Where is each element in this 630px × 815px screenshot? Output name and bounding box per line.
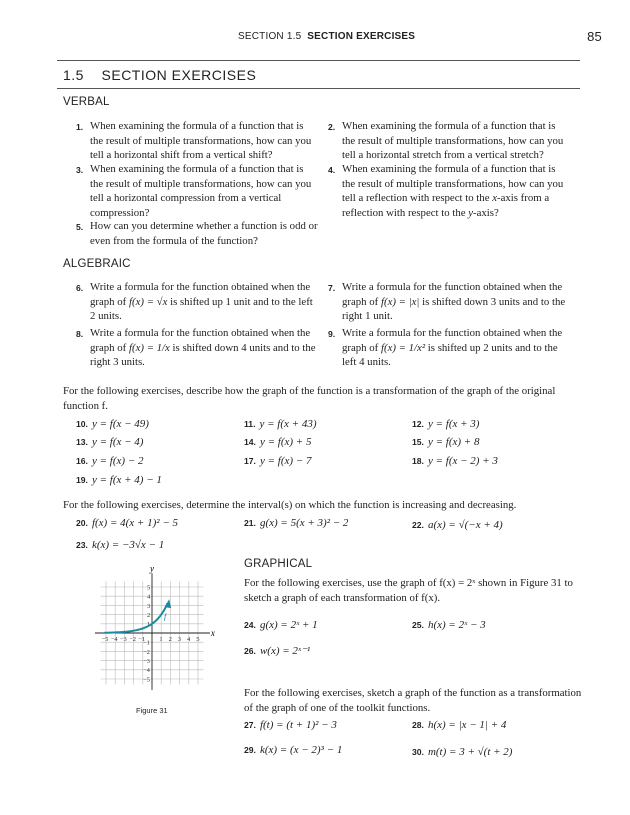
x-tick-label: 5 [196,636,200,643]
graphical-intro-2: For the following exercises, sketch a graph of the function as a transformation of the graph of one of the toolkit functions. [244,687,582,714]
y-tick-label: −3 [143,658,150,665]
y-tick-label: −2 [143,648,150,656]
exercise-11: 11. y = f(x + 43) [244,418,317,430]
exercise-19: 19. y = f(x + 4) − 1 [76,474,162,486]
question-5: 5. How can you determine whether a function is odd or even from the formula of the function? [76,220,318,247]
section-title: 1.5 SECTION EXERCISES [63,67,257,83]
x-tick-label: −1 [138,636,146,643]
question-1: 1. When examining the formula of a function that is the result of multiple transformations, how can you tell a horizontal shift from a vertical shift? [76,120,312,162]
formula: f(x) = √x [128,295,168,308]
question-9: 9. Write a formula for the function obtained when the graph of f(x) = 1/x² is shifted up 2 units and to the left 4 units. [328,327,563,369]
question-6: 6. Write a formula for the function obtained when the graph of f(x) = √x is shifted up 1 unit and to the left 2 units. [76,281,313,323]
exercise-16: 16. y = f(x) − 2 [76,455,144,467]
exercise-23: 23. k(x) = −3√x − 1 [76,539,165,551]
exercise-29: 29. k(x) = (x − 2)³ − 1 [244,744,343,756]
y-tick-label: 4 [147,593,151,601]
formula: f(x) = 1/x [128,341,170,354]
exercise-15: 15. y = f(x) + 8 [412,436,480,448]
exponential-curve [104,603,167,633]
formula: f(x) = 1/x² [380,341,426,354]
y-axis-label: y [150,563,154,574]
y-tick-label: −1 [143,639,150,647]
x-tick-label: 2 [168,636,172,643]
interval-intro: For the following exercises, determine the interval(s) on which the function is increasing and decreasing. [63,499,517,511]
x-tick-label: −5 [101,636,109,643]
x-axis-label: x [210,628,215,638]
y-tick-label: 2 [147,612,151,619]
y-tick-label: −4 [143,667,150,675]
exercise-14: 14. y = f(x) + 5 [244,436,312,448]
header-section: SECTION 1.5 [238,31,302,42]
exercise-17: 17. y = f(x) − 7 [244,455,312,467]
verbal-heading: VERBAL [63,96,110,108]
exercise-24: 24. g(x) = 2ˣ + 1 [244,619,318,631]
x-tick-label: −4 [110,636,118,643]
y-tick-label: 5 [147,584,151,592]
x-tick-label: −3 [119,636,127,643]
x-tick-label: 1 [159,636,163,643]
y-tick-label: 1 [147,621,151,629]
exercise-13: 13. y = f(x − 4) [76,436,144,448]
figure-caption: Figure 31 [136,706,168,715]
title-rule [57,88,580,89]
exercise-25: 25. h(x) = 2ˣ − 3 [412,619,486,631]
question-3: 3. When examining the formula of a function that is the result of multiple transformations, how can you tell a horizontal compression from a vertical compression? [76,163,312,219]
exercise-10: 10. y = f(x − 49) [76,418,149,430]
question-8: 8. Write a formula for the function obtained when the graph of f(x) = 1/x is shifted down 4 units and to the right 3 units. [76,327,316,369]
formula: f(x) = |x| [380,295,420,308]
exercise-18: 18. y = f(x − 2) + 3 [412,455,498,467]
y-tick-label: −5 [143,676,150,684]
curve-label: f [163,612,167,622]
exercise-21: 21. g(x) = 5(x + 3)² − 2 [244,517,349,529]
tick-labels [102,584,200,683]
page-number: 85 [587,29,602,44]
question-7: 7. Write a formula for the function obtained when the graph of f(x) = |x| is shifted down 3 units and to the right 1 unit. [328,281,566,323]
exercise-20: 20. f(x) = 4(x + 1)² − 5 [76,517,178,529]
algebraic-heading: ALGEBRAIC [63,258,131,270]
x-tick-label: 4 [187,636,191,643]
exercise-12: 12. y = f(x + 3) [412,418,480,430]
question-2: 2. When examining the formula of a function that is the result of multiple transformations, how can you tell a horizontal stretch from a vertical stretch? [328,120,564,162]
header-title: SECTION EXERCISES [307,31,416,42]
exercise-28: 28. h(x) = |x − 1| + 4 [412,719,507,731]
x-tick-label: 3 [177,636,182,643]
exercise-27: 27. f(t) = (t + 1)² − 3 [244,719,337,731]
exercise-30: 30. m(t) = 3 + √(t + 2) [412,746,513,758]
figure-31-graph [86,560,228,700]
graphical-heading: GRAPHICAL [244,558,313,570]
y-tick-label: 3 [147,602,151,610]
question-4: 4. When examining the formula of a function that is the result of multiple transformations, how can you tell a reflection with respect to the x-axis from a reflection with respect to the y-axis? [328,163,564,219]
exercise-26: 26. w(x) = 2ˣ⁻¹ [244,645,311,657]
exercise-22: 22. a(x) = √(−x + 4) [412,519,503,531]
header-rule [57,60,580,61]
transform-intro: For the following exercises, describe how the graph of the function is a transformation of the graph of the original function f. [63,385,556,412]
graphical-intro: For the following exercises, use the graph of f(x) = 2ˣ shown in Figure 31 to sketch a graph of each transformation of f(x). [244,577,573,604]
x-tick-label: −2 [129,636,137,643]
